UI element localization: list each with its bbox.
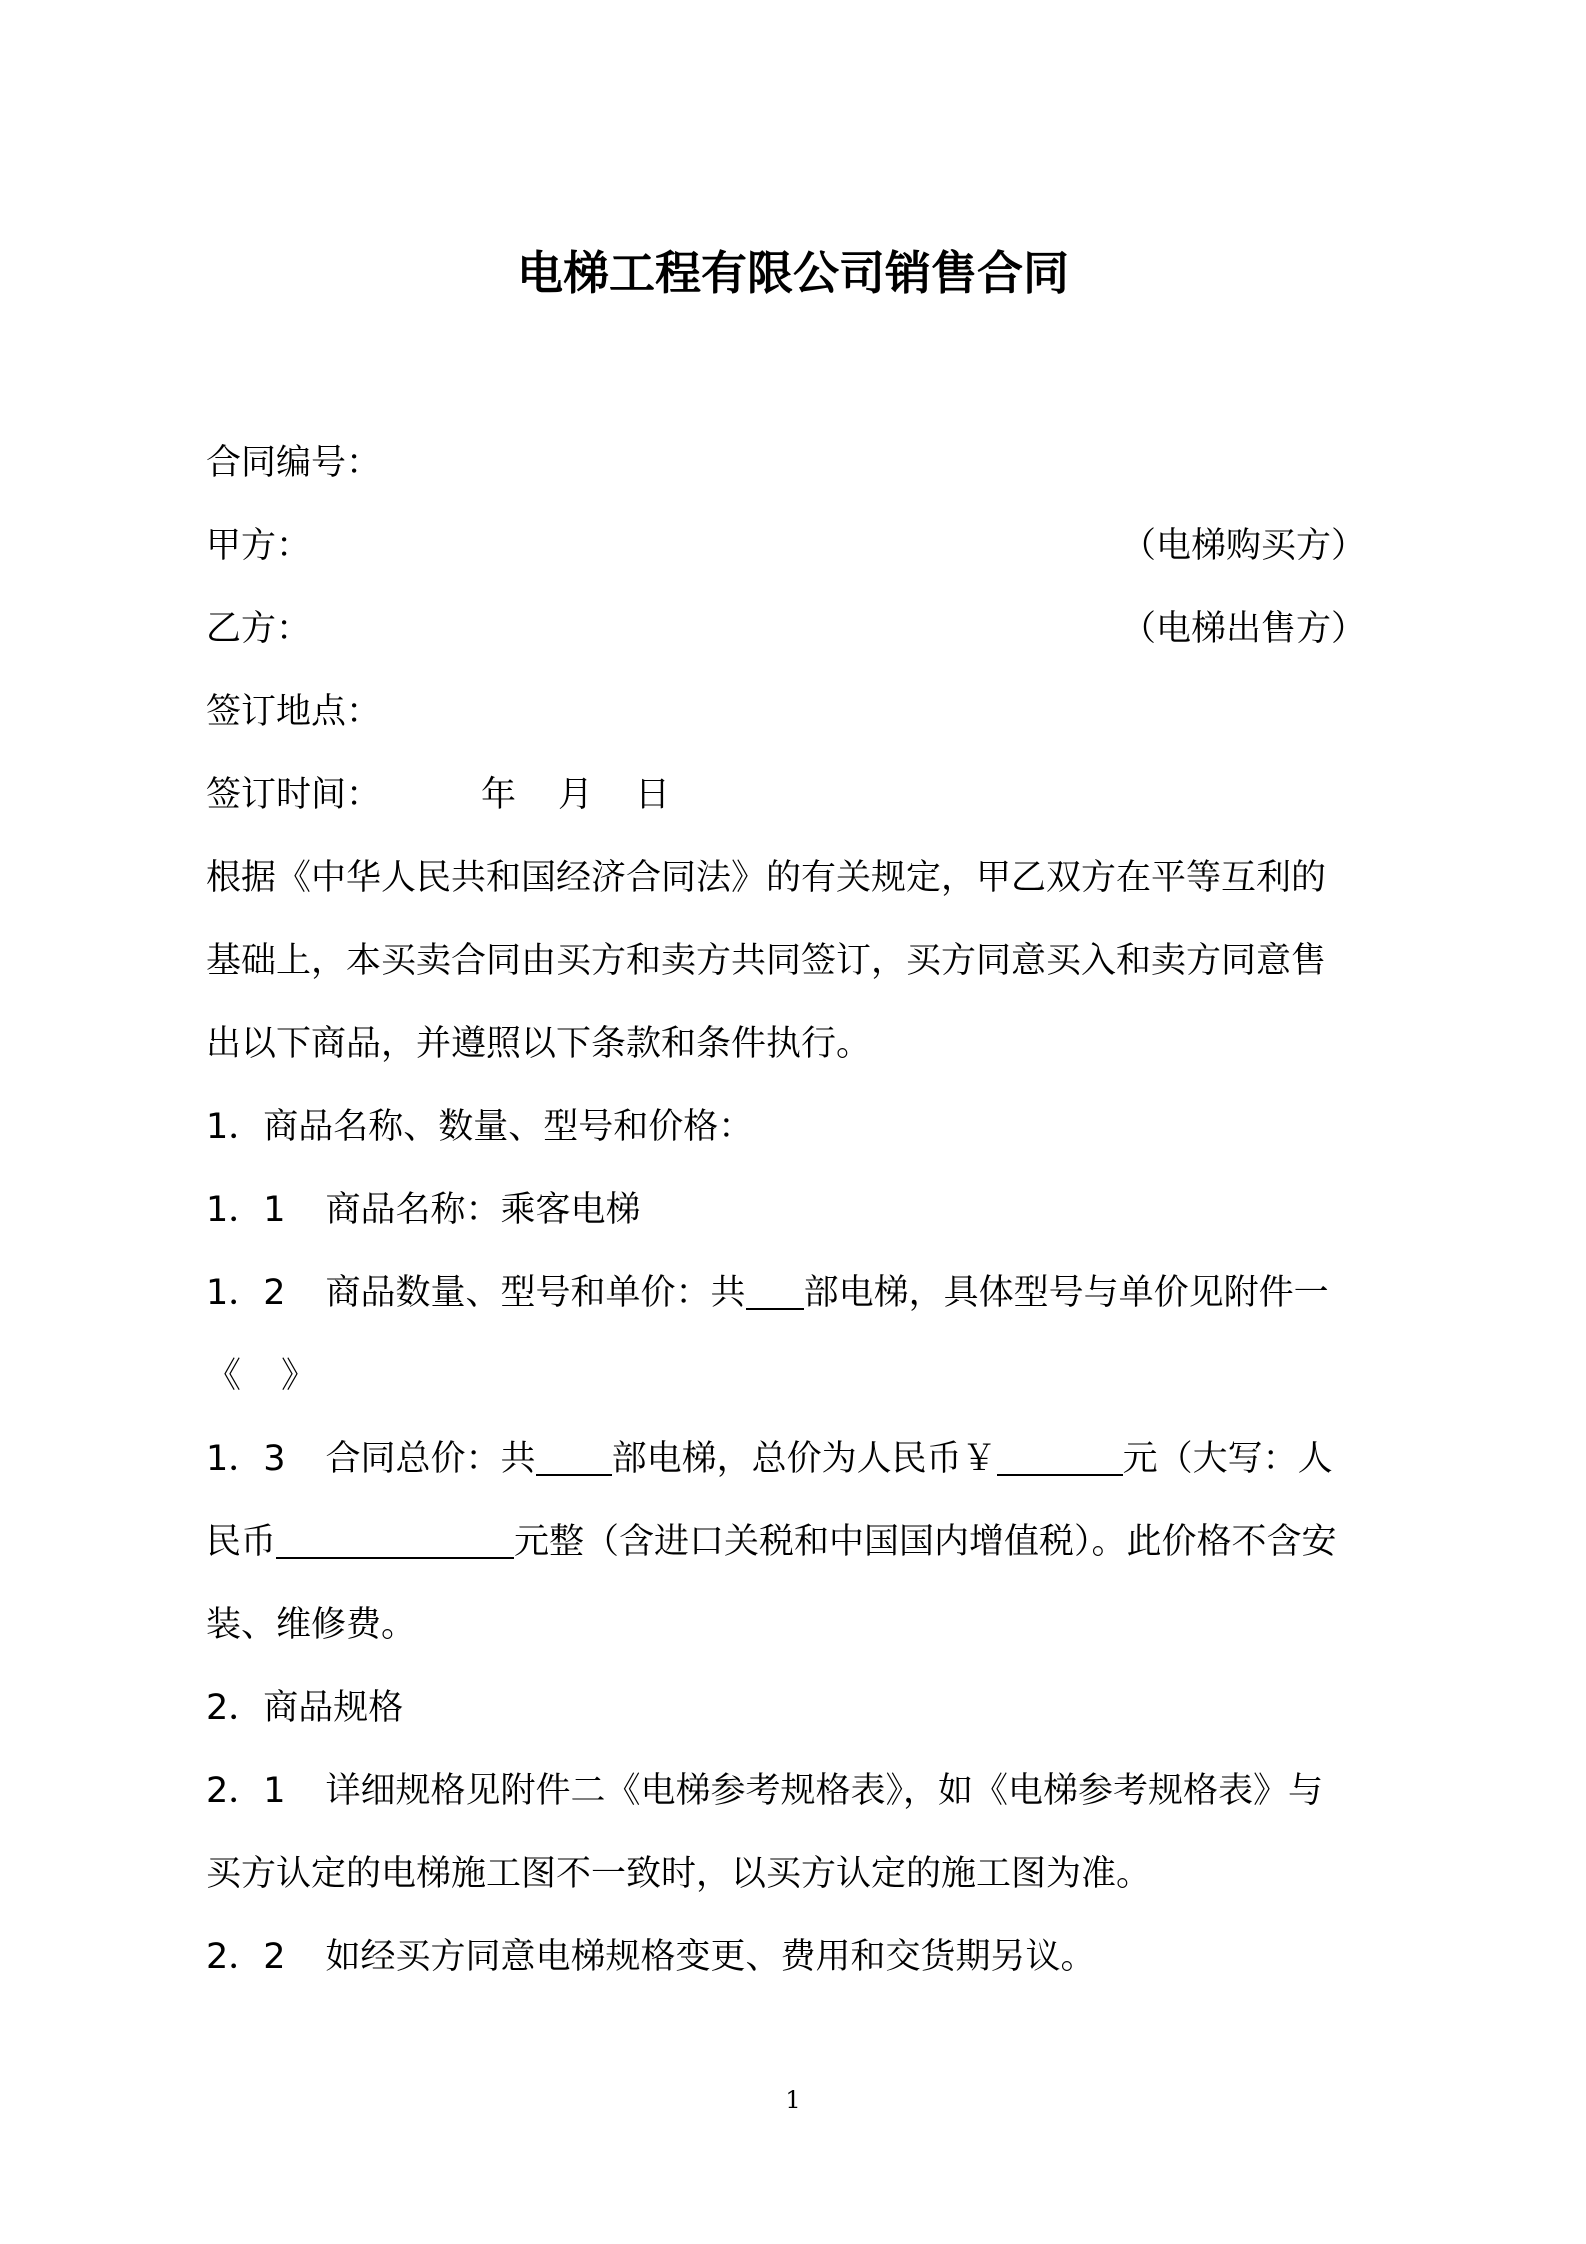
clause-1-3-line-2 (206, 1512, 1406, 1572)
clause-1-3-text-c: 元（大写：人 (1122, 1439, 1333, 1479)
total-quantity-blank (536, 1434, 612, 1476)
clause-1-2-text-a: 商品数量、型号和单价：共 (325, 1273, 746, 1313)
sign-day: 日 (635, 775, 671, 815)
party-b-role: （电梯出售方） (1120, 609, 1366, 649)
clause-1-3-text-b: 部电梯，总价为人民币￥ (611, 1439, 997, 1479)
clause-2-2 (206, 1927, 1406, 1987)
clause-1-3-text-d: 民币 (206, 1522, 277, 1562)
party-b-label: 乙方： (206, 609, 312, 649)
clause-1-2-continued (206, 1346, 1406, 1406)
sign-year: 年 (481, 775, 517, 815)
section-2-heading: 2．商品规格 (206, 1688, 404, 1728)
price-in-words-blank (276, 1517, 514, 1559)
clause-1-1-number: 1．1 (206, 1190, 286, 1230)
annex-title-close: 》 (281, 1356, 317, 1396)
page-number: 1 (785, 2086, 801, 2114)
intro-line-2: 基础上，本买卖合同由买方和卖方共同签订，买方同意买入和卖方同意售 (206, 941, 1327, 981)
contract-number-label: 合同编号： (206, 443, 382, 483)
document-title: 电梯工程有限公司销售合同 (517, 246, 1069, 300)
clause-2-1-number: 2．1 (206, 1771, 286, 1811)
party-a-line (206, 516, 1406, 576)
party-b-line (206, 599, 1406, 659)
section-1-heading: 1．商品名称、数量、型号和价格： (206, 1107, 754, 1147)
clause-2-2-text: 如经买方同意电梯规格变更、费用和交货期另议。 (325, 1937, 1096, 1977)
clause-1-3 (206, 1429, 1406, 1489)
intro-line-3: 出以下商品，并遵照以下条款和条件执行。 (206, 1024, 872, 1064)
sign-month: 月 (558, 775, 594, 815)
clause-1-3-line-3: 装、维修费。 (206, 1605, 417, 1645)
intro-line-1: 根据《中华人民共和国经济合同法》的有关规定，甲乙双方在平等互利的 (206, 858, 1327, 898)
clause-2-2-number: 2．2 (206, 1937, 286, 1977)
sign-time-line (206, 765, 1406, 825)
clause-1-2 (206, 1263, 1406, 1323)
sign-place-line (206, 682, 1406, 742)
clause-2-1 (206, 1761, 1406, 1821)
clause-1-2-number: 1．2 (206, 1273, 286, 1313)
annex-title-open: 《 (206, 1356, 242, 1396)
total-price-blank (997, 1434, 1123, 1476)
party-a-label: 甲方： (206, 526, 312, 566)
clause-1-3-number: 1．3 (206, 1439, 286, 1479)
clause-1-1 (206, 1180, 1406, 1240)
clause-1-3-text-e: 元整（含进口关税和中国国内增值税）。此价格不含安 (514, 1522, 1337, 1562)
contract-number-line (206, 433, 1406, 493)
clause-1-2-text-b: 部电梯，具体型号与单价见附件一 (803, 1273, 1329, 1313)
quantity-blank (746, 1268, 804, 1310)
clause-1-3-text-a: 合同总价：共 (325, 1439, 536, 1479)
clause-1-1-text: 商品名称：乘客电梯 (325, 1190, 641, 1230)
sign-time-label: 签订时间： (206, 775, 382, 815)
clause-2-1-text-a: 详细规格见附件二《电梯参考规格表》，如《电梯参考规格表》与 (325, 1771, 1324, 1811)
clause-2-1-line-2: 买方认定的电梯施工图不一致时，以买方认定的施工图为准。 (206, 1854, 1152, 1894)
party-a-role: （电梯购买方） (1120, 526, 1366, 566)
sign-place-label: 签订地点： (206, 692, 382, 732)
